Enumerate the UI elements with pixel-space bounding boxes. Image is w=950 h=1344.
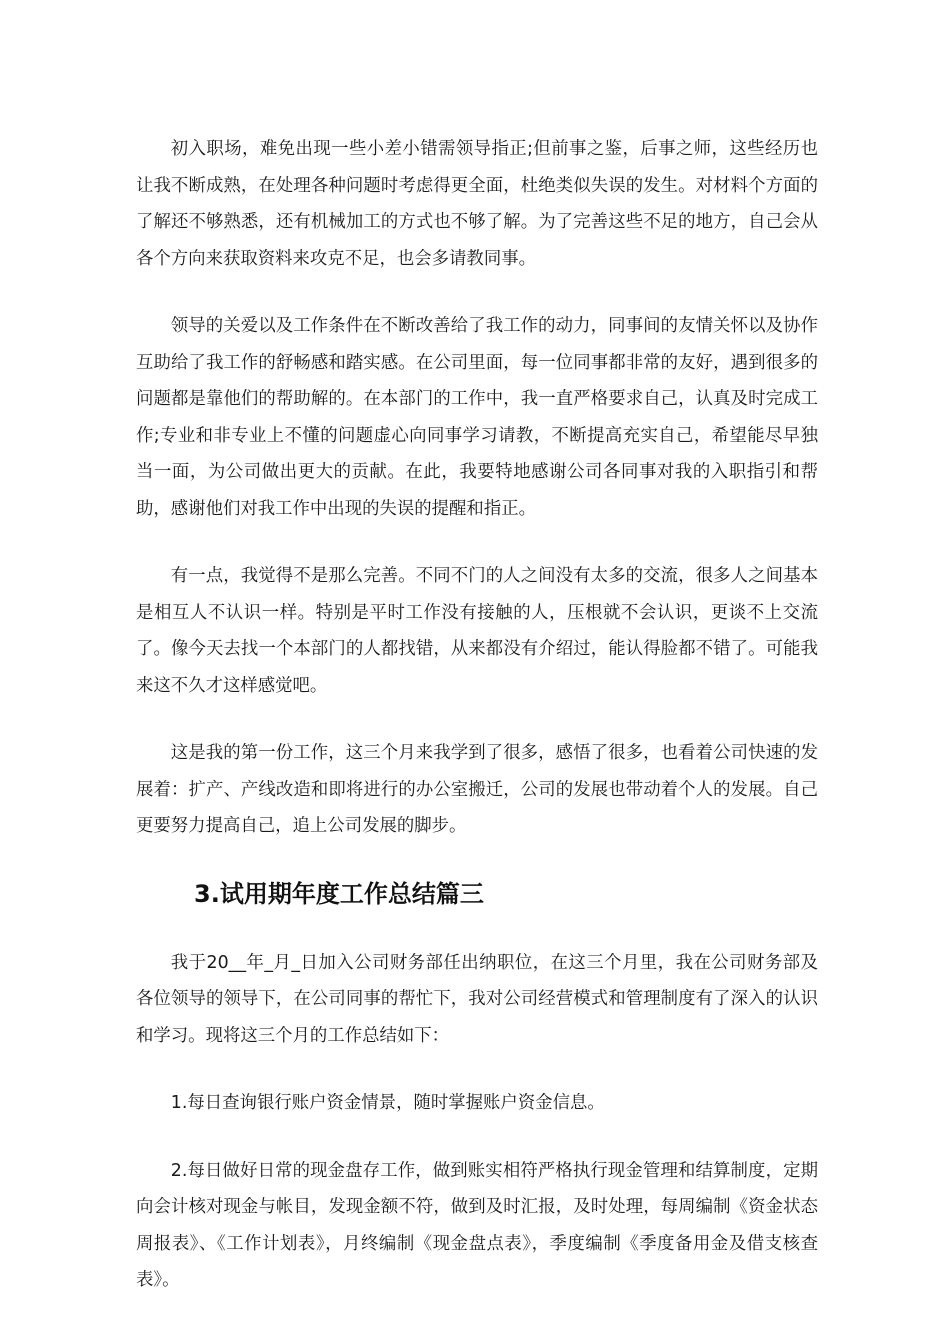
paragraph-3: 有一点，我觉得不是那么完善。不同不门的人之间没有太多的交流，很多人之间基本是相互人不认识一样。特别是平时工作没有接触的人，压根就不会认识，更谈不上交流了。像今天去找一个本部门的人都找错，从来都没有介绍过，能认得脸都不错了。可能我来这不久才这样感觉吧。	[136, 566, 818, 696]
paragraph-1: 初入职场，难免出现一些小差小错需领导指正;但前事之鉴，后事之师，这些经历也让我不断成熟，在处理各种问题时考虑得更全面，杜绝类似失误的发生。对材料个方面的了解还不够熟悉，还有机械加工的方式也不够了解。为了完善这些不足的地方，自己会从各个方向来获取资料来攻克不足，也会多请教同事。	[136, 139, 818, 269]
paragraph-2: 领导的关爱以及工作条件在不断改善给了我工作的动力，同事间的友情关怀以及协作互助给了我工作的舒畅感和踏实感。在公司里面，每一位同事都非常的友好，遇到很多的问题都是靠他们的帮助解的。在本部门的工作中，我一直严格要求自己，认真及时完成工作;专业和非专业上不懂的问题虚心向同事学习请教，不断提高充实自己，希望能尽早独当一面，为公司做出更大的贡献。在此，我要特地感谢公司各同事对我的入职指引和帮助，感谢他们对我工作中出现的失误的提醒和指正。	[136, 316, 818, 519]
document-body	[136, 131, 818, 1330]
paragraph-7: 2.每日做好日常的现金盘存工作，做到账实相符严格执行现金管理和结算制度，定期向会计核对现金与帐目，发现金额不符，做到及时汇报，及时处理，每周编制《资金状态周报表》、《工作计划表》，月终编制《现金盘点表》，季度编制《季度备用金及借支核查表》。	[136, 1160, 818, 1290]
paragraph-5: 我于20__年_月_日加入公司财务部任出纳职位，在这三个月里，我在公司财务部及各位领导的领导下，在公司同事的帮忙下，我对公司经营模式和管理制度有了深入的认识和学习。现将这三个月的工作总结如下：	[136, 952, 818, 1046]
paragraph-4: 这是我的第一份工作，这三个月来我学到了很多，感悟了很多，也看着公司快速的发展着：扩产、产线改造和即将进行的办公室搬迁，公司的发展也带动着个人的发展。自己更要努力提高自己，追上公司发展的脚步。	[136, 743, 818, 836]
paragraph-6: 1.每日查询银行账户资金情景，随时掌握账户资金信息。	[170, 1093, 605, 1113]
section-heading: 3.试用期年度工作总结篇三	[194, 879, 484, 908]
